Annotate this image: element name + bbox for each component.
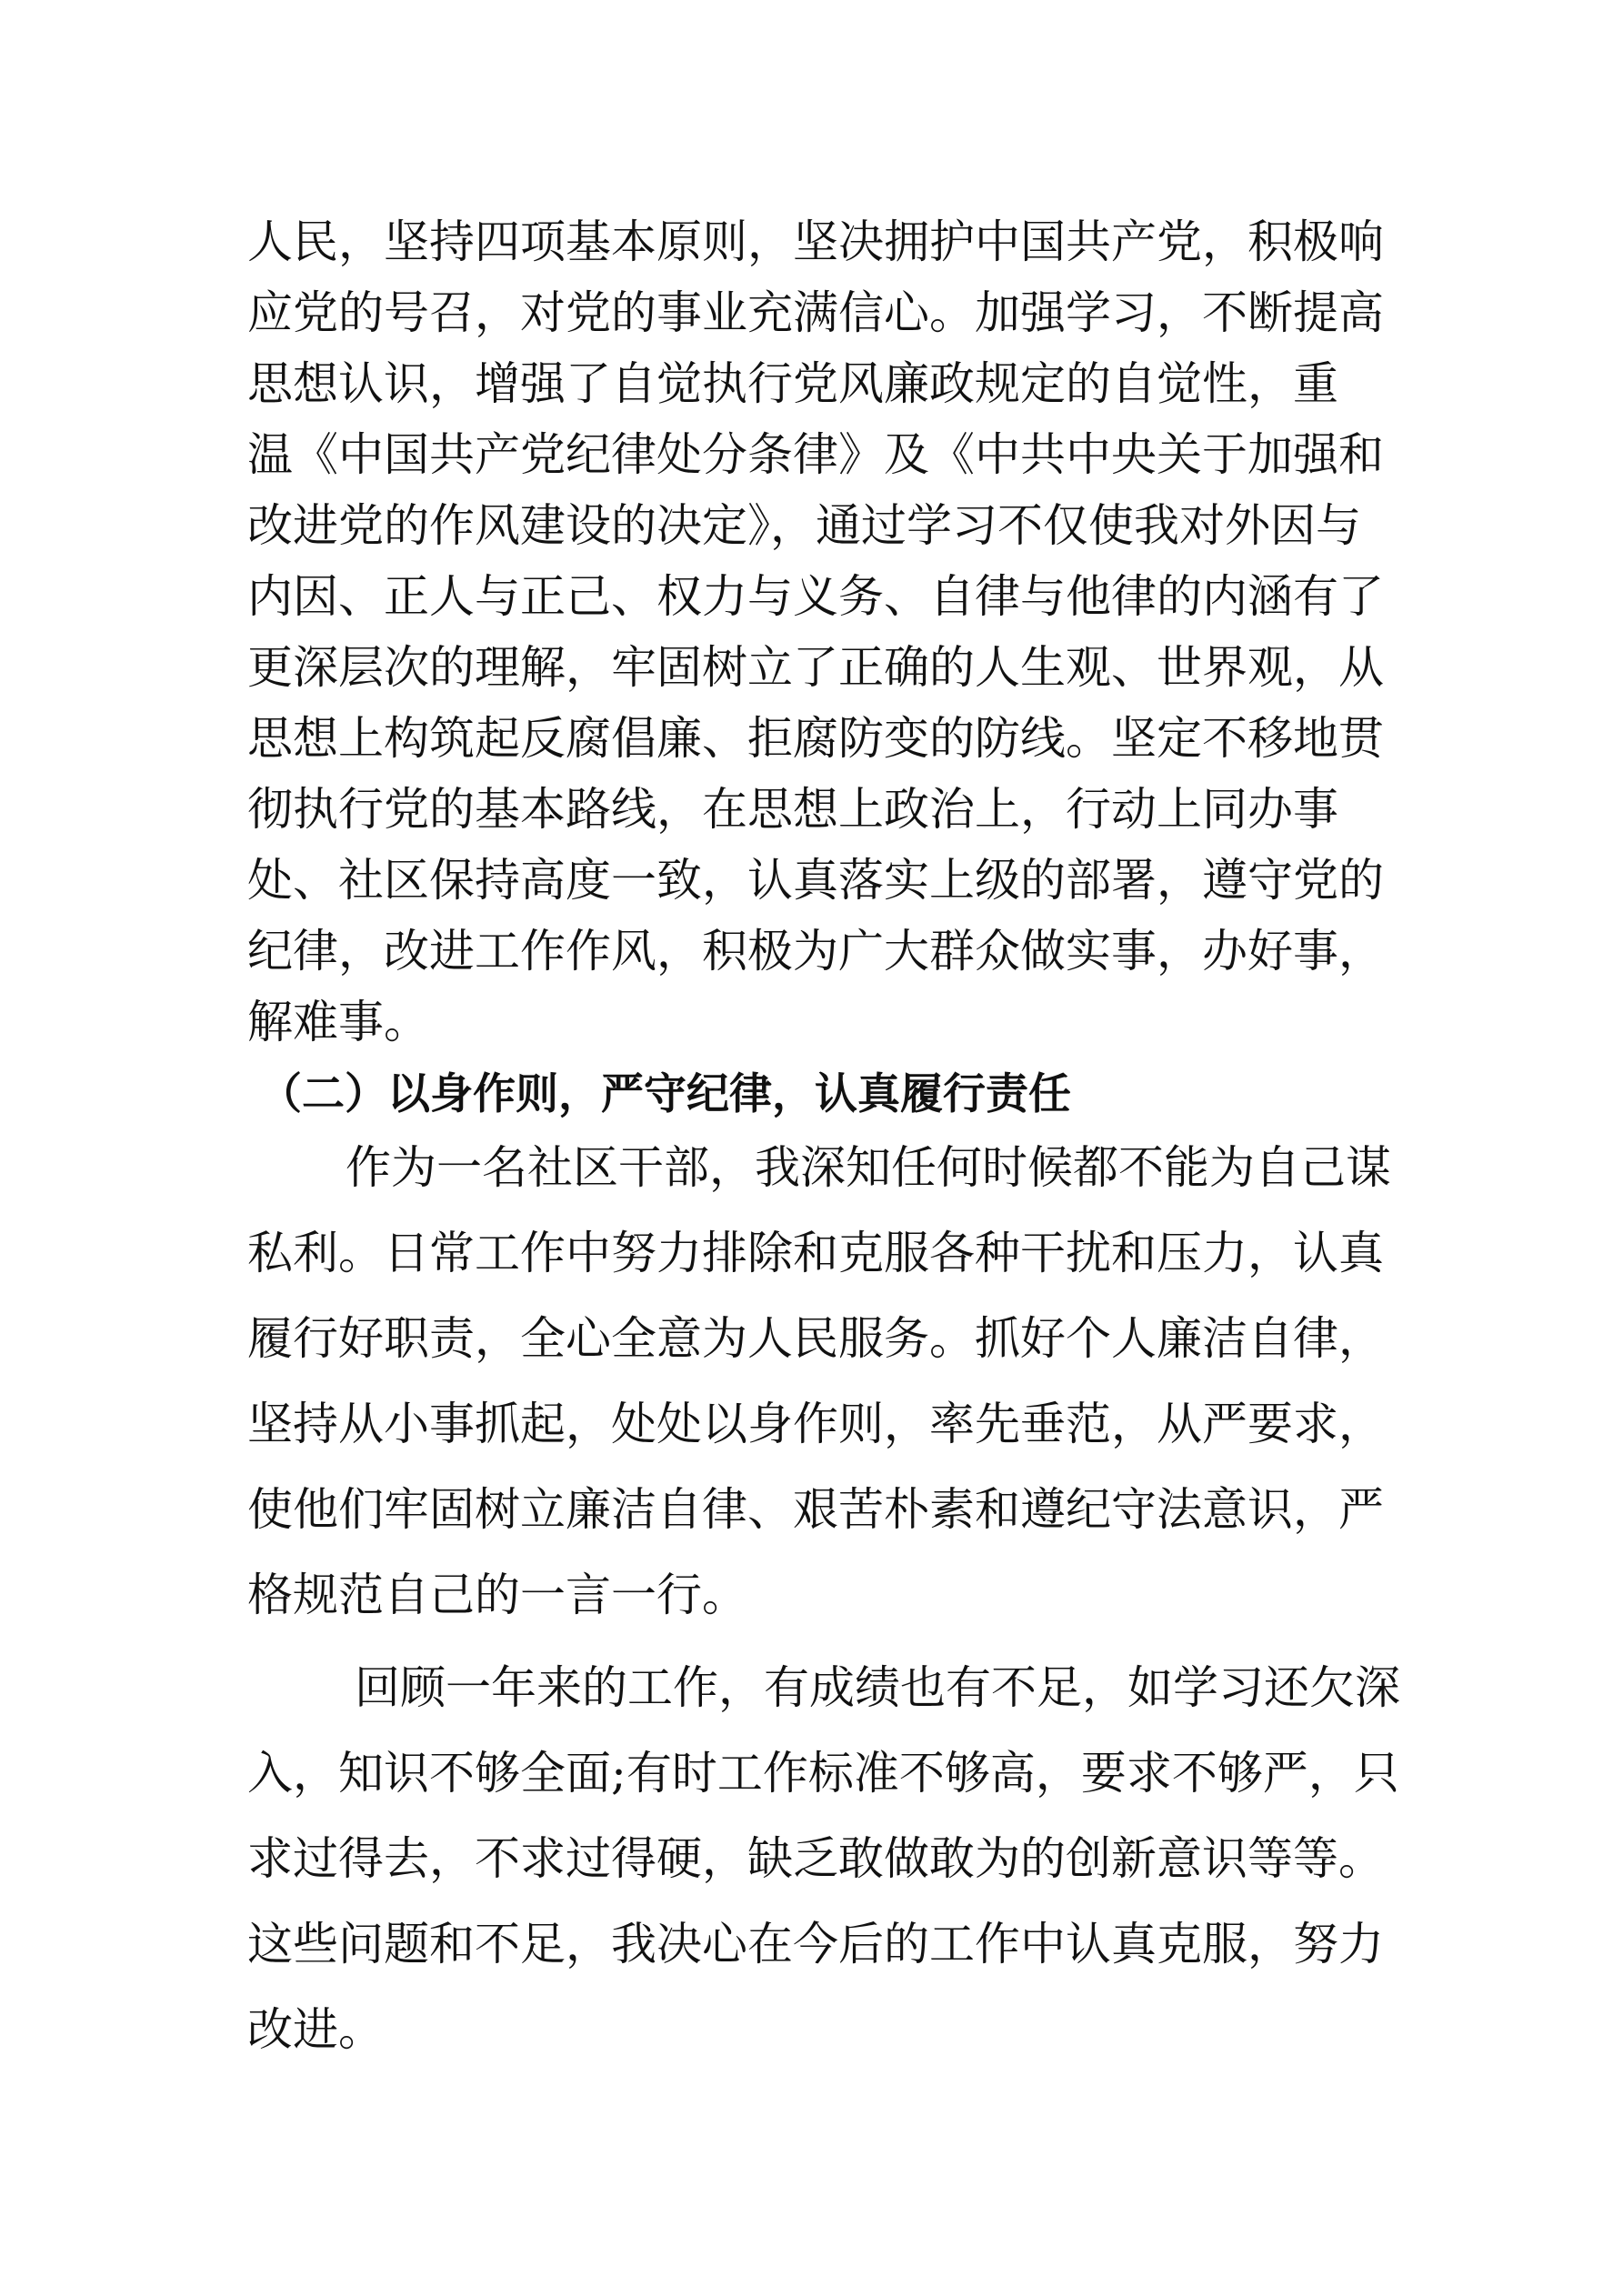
paragraph-line: 处、社区保持高度一致，认真落实上级的部署，遵守党的 <box>247 854 1384 907</box>
paragraph-line: 内因、正人与正己、权力与义务、自律与他律的内涵有了 <box>247 570 1384 623</box>
paragraph-line: 坚持从小事抓起，处处以身作则，率先垂范，从严要求， <box>247 1398 1384 1450</box>
paragraph-line: 使他们牢固树立廉洁自律、艰苦朴素和遵纪守法意识，严 <box>247 1483 1384 1536</box>
paragraph-line: 更深层次的理解，牢固树立了正确的人生观、世界观，从 <box>247 641 1384 694</box>
paragraph-line: 格规范自己的一言一行。 <box>247 1569 747 1621</box>
paragraph-line: 思想上构筑起反腐倡廉、拒腐防变的防线。坚定不移地贯 <box>247 712 1384 765</box>
paragraph-line: 纪律，改进工作作风，积极为广大群众做实事，办好事， <box>247 925 1384 978</box>
paragraph-line: 履行好职责，全心全意为人民服务。抓好个人廉洁自律， <box>247 1312 1384 1365</box>
paragraph-line: 人民，坚持四项基本原则，坚决拥护中国共产党，积极响 <box>247 216 1384 268</box>
paragraph-line: 私利。日常工作中努力排除和克服各种干扰和压力，认真 <box>247 1227 1384 1279</box>
section-heading: （二）以身作则，严守纪律，认真履行责任 <box>259 1069 1071 1119</box>
paragraph-line: 回顾一年来的工作，有成绩也有不足，如学习还欠深 <box>355 1661 1400 1714</box>
paragraph-line: 思想认识，增强了自觉执行党风廉政规定的自觉性，重 <box>247 357 1338 410</box>
paragraph-line: 改进党的作风建设的决定》，通过学习不仅使我对外因与 <box>247 499 1361 552</box>
paragraph-line: 应党的号召，对党的事业充满信心。加强学习，不断提高 <box>247 286 1384 339</box>
paragraph-line: 温《中国共产党纪律处分条律》及《中共中央关于加强和 <box>247 428 1384 481</box>
paragraph-line: 入，知识不够全面;有时工作标准不够高，要求不够严，只 <box>247 1747 1399 1800</box>
paragraph-line: 解难事。 <box>247 996 429 1048</box>
paragraph-line: 这些问题和不足，我决心在今后的工作中认真克服，努力 <box>247 1918 1384 1970</box>
paragraph-line: 作为一名社区干部，我深知任何时候都不能为自己谋 <box>346 1141 1391 1194</box>
paragraph-line: 改进。 <box>247 2003 384 2056</box>
paragraph-line: 求过得去，不求过得硬，缺乏敢做敢为的创新意识等等。 <box>247 1832 1384 1885</box>
paragraph-line: 彻执行党的基本路线，在思想上政治上，行动上同办事 <box>247 783 1338 836</box>
